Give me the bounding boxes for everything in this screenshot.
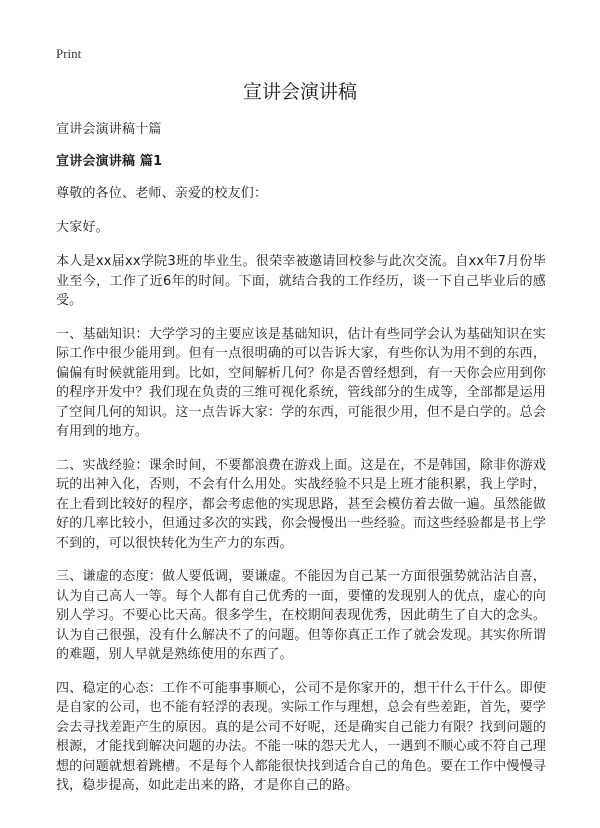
print-label[interactable]: Print	[56, 46, 82, 61]
greeting: 尊敬的各位、老师、亲爱的校友们：	[56, 186, 268, 201]
section-heading: 宣讲会演讲稿 篇1	[56, 154, 163, 169]
paragraph-humble-attitude: 三、谦虚的态度：做人要低调，要谦虚。不能因为自己某一方面很强势就沾沾自喜，认为自己高人一等。每个人都有自己优秀的一面，要懂的发现别人的优点，虚心的向别人学习。不要心比天高。很多学生，在校期间表现优秀，因此萌生了自大的念头。认为自己很强，没有什么解决不了的问题。但等你真正工作了就会发现。其实你所谓的难题，别人早就是熟练使用的东西了。	[56, 569, 546, 662]
document-subtitle: 宣讲会演讲稿十篇	[56, 122, 162, 137]
paragraph-basic-knowledge: 一、基础知识：大学学习的主要应该是基础知识，估计有些同学会认为基础知识在实际工作中很少能用到。但有一点很明确的可以告诉大家，有些你认为用不到的东西，偏偏有时候就能用到。比如，空间解析几何？你是否曾经想到，有一天你会应用到你的程序开发中？我们现在负责的三维可视化系统，管线部分的生成等，全部都是运用了空间几何的知识。这一点告诉大家：学的东西，可能很少用，但不是白学的。总会有用到的地方。	[56, 326, 546, 439]
document-body	[56, 120, 546, 810]
document-title: 宣讲会演讲稿	[242, 81, 357, 103]
paragraph-stable-mindset: 四、稳定的心态：工作不可能事事顺心，公司不是你家开的，想干什么干什么。即使是自家的公司，也不能有轻浮的表现。实际工作与理想，总会有些差距，首先，要学会去寻找差距产生的原因。真的是公司不好呢，还是确实自己能力有限？找到问题的根源，才能找到解决问题的办法。不能一味的怨天尤人，一遇到不顺心或不符自己理想的问题就想着跳槽。不是每个人都能很快找到适合自己的角色。要在工作中慢慢寻找，稳步提高，如此走出来的路，才是你自己的路。	[56, 680, 546, 793]
salutation: 大家好。	[56, 220, 109, 235]
paragraph-intro: 本人是xx届xx学院3班的毕业生。很荣幸被邀请回校参与此次交流。自xx年7月份毕业至今，工作了近6年的时间。下面，就结合我的工作经历，谈一下自己毕业后的感受。	[56, 254, 546, 308]
paragraph-practical-experience: 二、实战经验：课余时间，不要都浪费在游戏上面。这是在，不是韩国，除非你游戏玩的出神入化，否则，不会有什么用处。实战经验不只是上班才能积累，我上学时，在上看到比较好的程序，都会考虑他的实现思路，甚至会模仿着去做一遍。虽然能做好的几率比较小，但通过多次的实践，你会慢慢出一些经验。而这些经验都是书上学不到的，可以很快转化为生产力的东西。	[56, 457, 546, 551]
